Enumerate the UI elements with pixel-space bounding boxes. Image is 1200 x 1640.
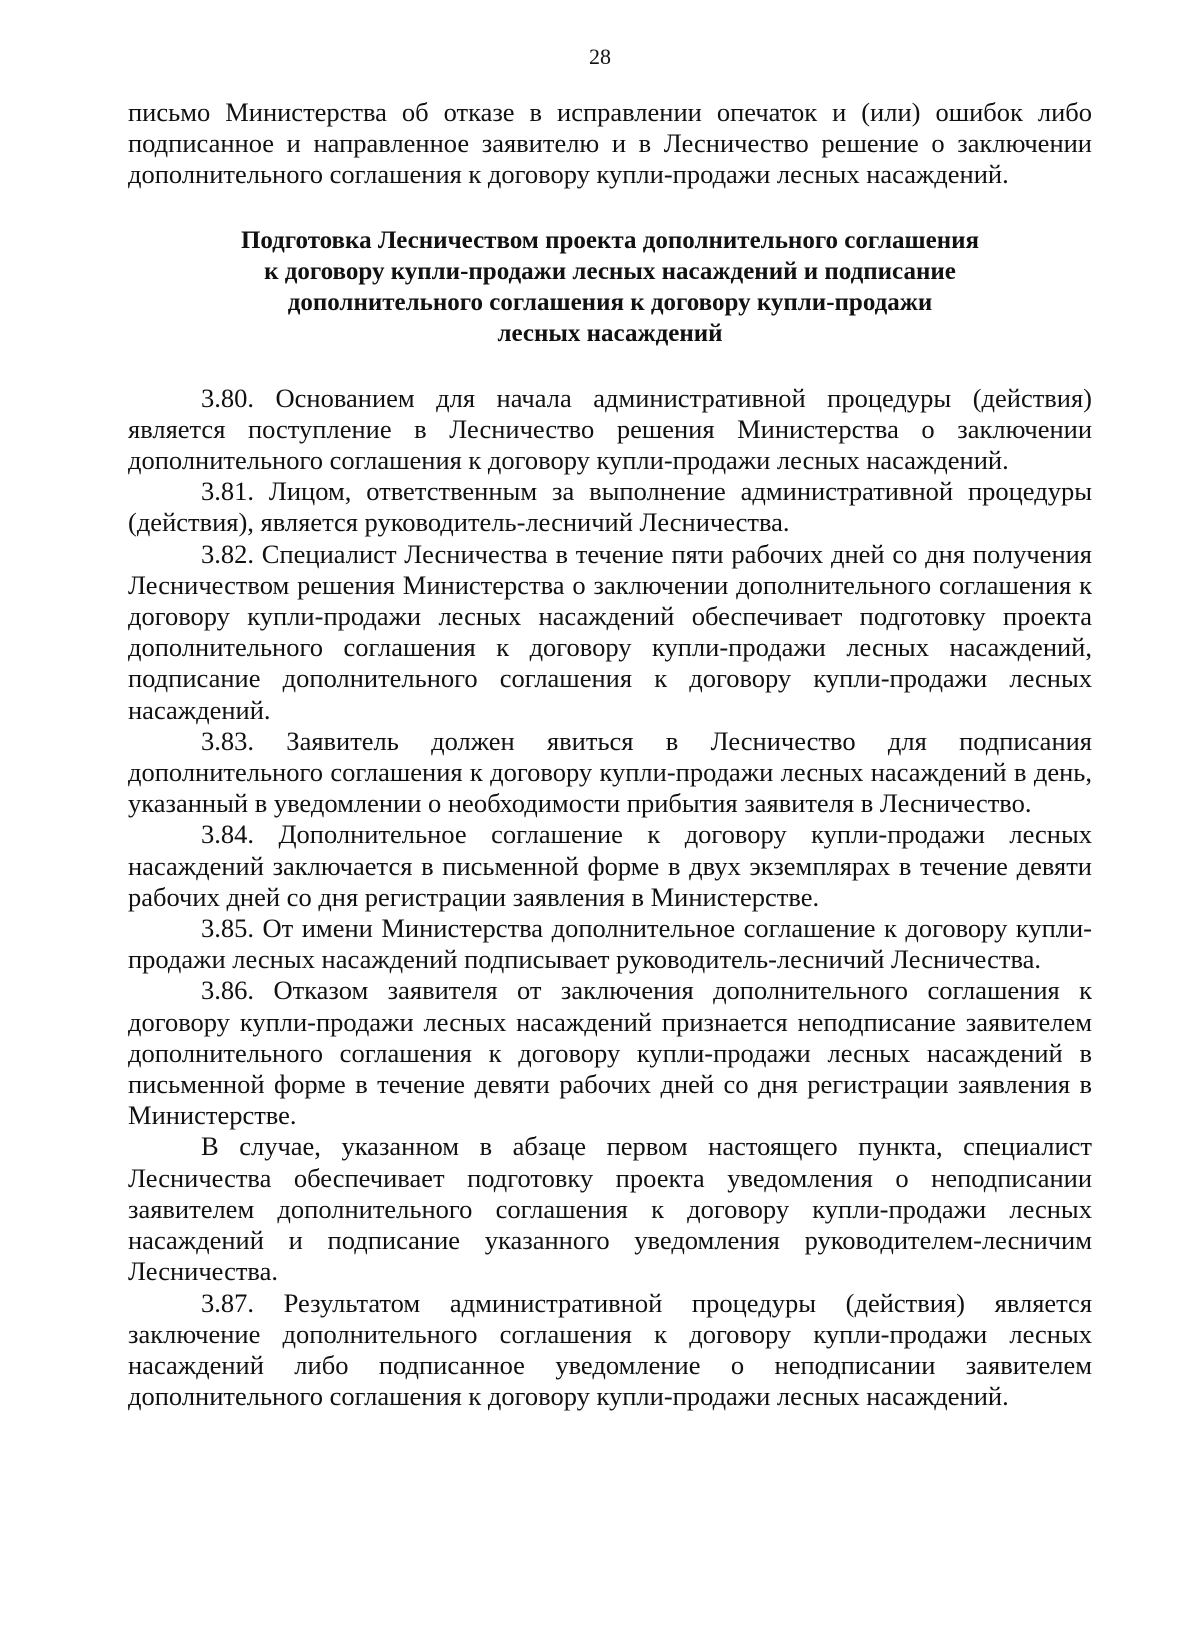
item-number: 3.83. bbox=[201, 725, 254, 756]
item-number: 3.81. bbox=[201, 476, 254, 507]
item-3-87 bbox=[128, 1288, 1092, 1413]
item-text: Заявитель должен явиться в Лесничество для подписания дополнительного соглашения к договору купли-продажи лесных насаждений в день, указанный в уведомлении о необходимости прибытия заявителя в Лесничество. bbox=[128, 725, 1092, 819]
intro-paragraph: письмо Министерства об отказе в исправлении опечаток и (или) ошибок либо подписанное и направленное заявителю и в Лесничество решение о заключении дополнительного соглашения к договору купли-продажи лесных насаждений. bbox=[128, 97, 1092, 190]
item-number: 3.84. bbox=[201, 819, 254, 850]
item-text: Специалист Лесничества в течение пяти рабочих дней со дня получения Лесничеством решения Министерства о заключении дополнительного соглашения к договору купли-продажи лесных насаждений обеспечивает подготовку проекта дополнительного соглашения к договору купли-продажи лесных насаждений, подписание дополнительного соглашения к договору купли-продажи лесных насаждений. bbox=[128, 538, 1092, 725]
document-body bbox=[128, 97, 1092, 1412]
item-3-84 bbox=[128, 819, 1092, 913]
item-number: 3.82. bbox=[201, 538, 254, 569]
item-3-81 bbox=[128, 476, 1092, 538]
heading-line: дополнительного соглашения к договору купли-продажи bbox=[287, 288, 933, 316]
item-number: 3.86. bbox=[201, 975, 254, 1006]
heading-line: Подготовка Лесничеством проекта дополнительного соглашения bbox=[240, 226, 980, 254]
item-text: Результатом административной процедуры (действия) является заключение дополнительного соглашения к договору купли-продажи лесных насаждений либо подписанное уведомление о неподписании заявителем дополнительного соглашения к договору купли-продажи лесных насаждений. bbox=[128, 1287, 1093, 1412]
item-text: От имени Министерства дополнительное соглашение к договору купли-продажи лесных насаждений подписывает руководитель-лесничий Лесничества. bbox=[128, 913, 1092, 975]
item-text: Основанием для начала административной процедуры (действия) является поступление в Лесничество решения Министерства о заключении дополнительного соглашения к договору купли-продажи лесных насаждений. bbox=[128, 382, 1093, 476]
item-text: Отказом заявителя от заключения дополнительного соглашения к договору купли-продажи лесных насаждений признается неподписание заявителем дополнительного соглашения к договору купли-продажи лесных насаждений в письменной форме в течение девяти рабочих дней со дня регистрации заявления в Министерстве. bbox=[128, 975, 1093, 1131]
heading-line: к договору купли-продажи лесных насаждений и подписание bbox=[264, 257, 956, 285]
item-3-85 bbox=[128, 913, 1092, 975]
item-3-86 bbox=[128, 975, 1092, 1131]
item-text: Дополнительное соглашение к договору купли-продажи лесных насаждений заключается в письменной форме в двух экземплярах в течение девяти рабочих дней со дня регистрации заявления в Министерстве. bbox=[128, 819, 1092, 912]
section-heading bbox=[128, 225, 1092, 349]
continuation-paragraph: В случае, указанном в абзаце первом настоящего пункта, специалист Лесничества обеспечивает подготовку проекта уведомления о неподписании заявителем дополнительного соглашения к договору купли-продажи лесных насаждений и подписание указанного уведомления руководителем-лесничим Лесничества. bbox=[128, 1131, 1092, 1287]
item-3-82 bbox=[128, 539, 1092, 726]
item-number: 3.80. bbox=[201, 382, 254, 413]
item-number: 3.87. bbox=[201, 1287, 254, 1318]
item-3-80 bbox=[128, 383, 1092, 477]
item-3-83 bbox=[128, 726, 1092, 820]
heading-line: лесных насаждений bbox=[497, 319, 723, 347]
page-number: 28 bbox=[589, 44, 611, 69]
item-text: Лицом, ответственным за выполнение административной процедуры (действия), является руководитель-лесничий Лесничества. bbox=[128, 476, 1093, 538]
item-number: 3.85. bbox=[201, 913, 254, 944]
